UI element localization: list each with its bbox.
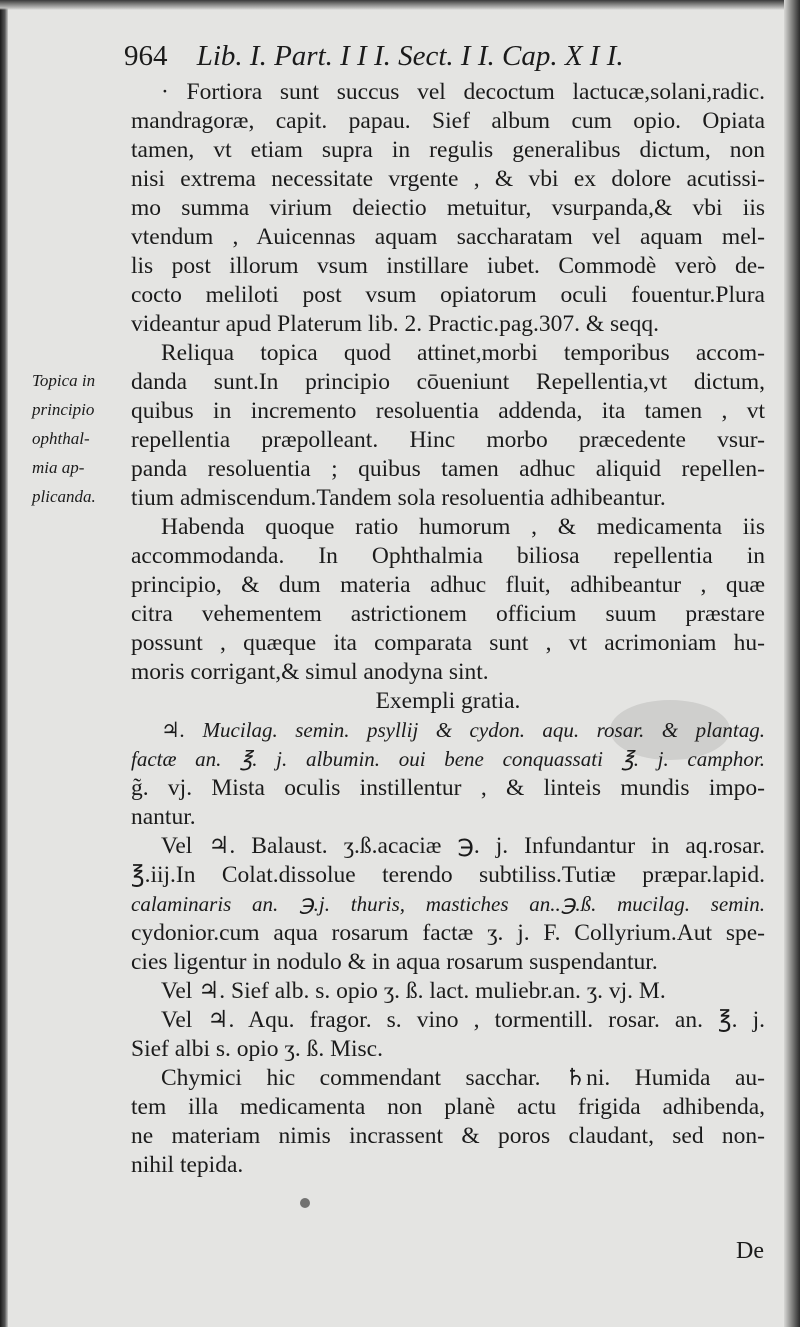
text-line: mo summa virium deiectio metuitur, vsurpanda,& vbi iis (131, 195, 765, 221)
text-line: principio, & dum materia adhuc fluit, adhibeantur , quæ (131, 572, 765, 598)
text-line: moris corrigant,& simul anodyna sint. (131, 659, 489, 685)
text-line: Exempli gratia. (375, 688, 521, 714)
text-line: Chymici hic commendant sacchar. ♄ni. Humida au- (161, 1065, 765, 1091)
text-line: ℥.iij.In Colat.dissolue terendo subtiliss.Tutiæ præpar.lapid. (131, 862, 765, 888)
text-line: Vel ♃. Sief alb. s. opio ʒ. ß. lact. muliebr.an. ʒ. vj. M. (161, 978, 666, 1004)
text-line: · Fortiora sunt succus vel decoctum lactucæ,solani,radic. (161, 79, 765, 105)
text-line: cies ligentur in nodulo & in aqua rosarum suspendantur. (131, 949, 658, 975)
text-line: g̃. vj. Mista oculis instillentur , & linteis mundis impo- (131, 775, 765, 801)
text-line: mandragoræ, capit. papau. Sief album cum opio. Opiata (131, 108, 765, 134)
text-line: panda resoluentia ; quibus tamen adhuc aliquid repellen- (131, 456, 765, 482)
text-line: tamen, vt etiam supra in regulis generalibus dictum, non (131, 137, 765, 163)
text-line: ne materiam nimis incrassent & poros claudant, sed non- (131, 1123, 765, 1149)
running-title: Lib. I. Part. I I I. Sect. I I. Cap. X I I. (196, 40, 624, 72)
text-line: Vel ♃. Aqu. fragor. s. vino , tormentill. rosar. an. ℥. j. (161, 1007, 765, 1033)
marginal-note-line: principio (32, 400, 95, 419)
body-text (131, 78, 765, 1180)
text-line: vtendum , Auicennas aquam saccharatam vel aquam mel- (131, 224, 765, 250)
text-line: Sief albi s. opio ʒ. ß. Misc. (131, 1036, 383, 1062)
text-line: possunt , quæque ita comparata sunt , vt acrimoniam hu- (131, 630, 765, 656)
top-page-edge (0, 0, 800, 10)
text-line: nantur. (131, 804, 196, 830)
text-line: ♃. Mucilag. semin. psyllij & cydon. aqu. rosar. & plantag. (161, 718, 765, 742)
text-line: calaminaris an. ℈.j. thuris, mastiches an..℈.ß. mucilag. semin. (131, 892, 765, 916)
marginal-note-line: ophthal- (32, 429, 90, 448)
text-line: factæ an. ℥. j. albumin. oui bene conquassati ℥. j. camphor. (131, 747, 765, 771)
page-number: 964 (124, 40, 168, 72)
text-line: Reliqua topica quod attinet,morbi temporibus accom- (161, 340, 765, 366)
text-line: tem illa medicamenta non planè actu frigida adhibenda, (131, 1094, 765, 1120)
text-line: quibus in incremento resoluentia addenda, ita tamen , vt (131, 398, 765, 424)
text-line: cydonior.cum aqua rosarum factæ ʒ. j. F. Collyrium.Aut spe- (131, 920, 765, 946)
text-line: repellentia præpolleant. Hinc morbo præcedente vsur- (131, 427, 765, 453)
text-line: cocto meliloti post vsum opiatorum oculi fouentur.Plura (131, 282, 765, 308)
text-line: citra vehementem astrictionem officium suum præstare (131, 601, 765, 627)
text-line: nisi extrema necessitate vrgente , & vbi ex dolore acutissi- (131, 166, 765, 192)
marginal-note-line: plicanda. (32, 487, 96, 506)
running-header (124, 40, 770, 80)
marginal-note (32, 366, 128, 511)
left-binding-shadow (0, 0, 8, 1327)
text-line: danda sunt.In principio cōueniunt Repellentia,vt dictum, (131, 369, 765, 395)
text-line: lis post illorum vsum instillare iubet. Commodè verò de- (131, 253, 765, 279)
catchword: De (736, 1238, 764, 1264)
marginal-note-line: mia ap- (32, 458, 85, 477)
text-line: nihil tepida. (131, 1152, 244, 1178)
text-line: accommodanda. In Ophthalmia biliosa repellentia in (131, 543, 765, 569)
right-page-edge (784, 0, 800, 1327)
marginal-note-line: Topica in (32, 371, 96, 390)
text-line: tium admiscendum.Tandem sola resoluentia adhibeantur. (131, 485, 666, 511)
ink-smudge (300, 1198, 310, 1208)
text-line: videantur apud Platerum lib. 2. Practic.pag.307. & seqq. (131, 311, 659, 337)
text-line: Habenda quoque ratio humorum , & medicamenta iis (161, 514, 765, 540)
text-line: Vel ♃. Balaust. ʒ.ß.acaciæ ℈. j. Infundantur in aq.rosar. (161, 833, 765, 859)
